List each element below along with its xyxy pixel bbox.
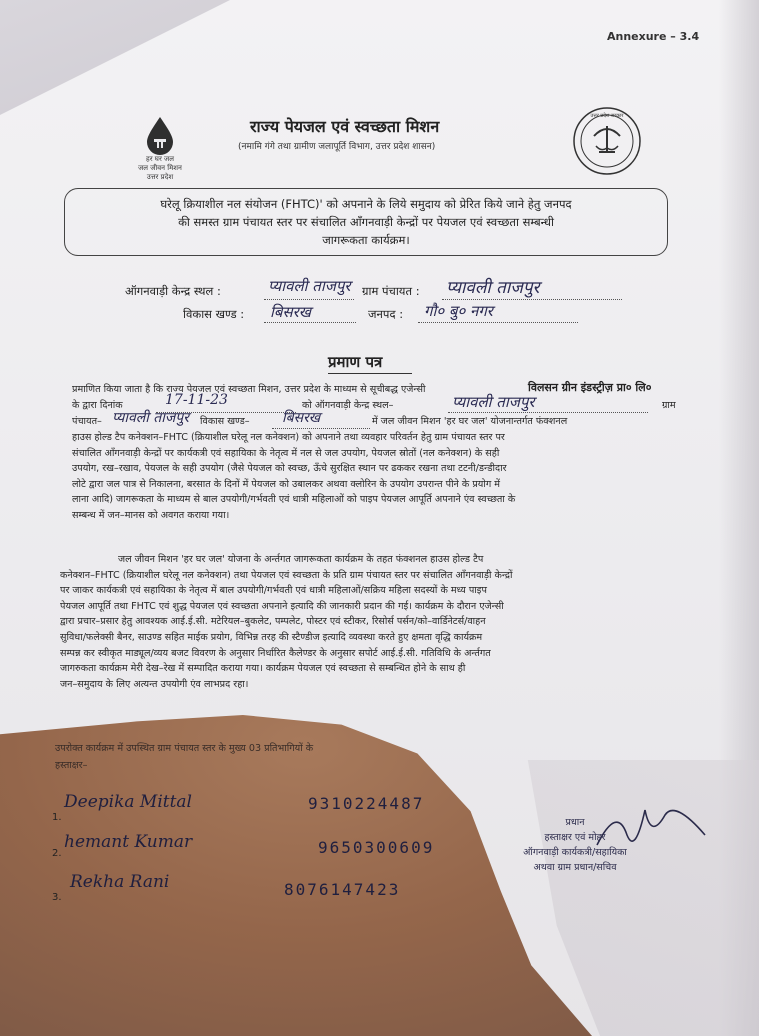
stamp-line: अथवा ग्राम प्रधान/सचिव <box>533 862 617 873</box>
janpad-label: जनपद : <box>368 307 404 321</box>
cert-panchayat-label: पंचायत– <box>72 416 102 427</box>
certificate-title-underline <box>328 372 412 374</box>
logo-caption-line: जल जीवन मिशन <box>138 164 182 172</box>
handwritten-signature-icon <box>592 800 712 860</box>
cert-line-3: में जल जीवन मिशन 'हर घर जल' योजनान्तर्गत फंक्शनल <box>372 416 568 427</box>
cert-gram-label: ग्राम <box>662 400 676 411</box>
signature-phone: 8076147423 <box>284 880 401 899</box>
signature-name: hemant Kumar <box>64 832 193 852</box>
cert-date-label: के द्वारा दिनांक <box>72 400 123 411</box>
cert-line: उपयोग, रख–रखाव, पेयजल के सही उपयोग (जैसे पेयजल को स्वच्छ, ऊँचे सुरक्षित स्थान पर ढककर रखना तथा टटनी/डन्डीदार <box>72 463 507 475</box>
signatures-intro <box>55 740 415 774</box>
cert-line: द्वारा प्रचार–प्रसार हेतु आवश्यक आई.ई.सी. मटेरियल–बुकलेट, पम्पलेट, पोस्टर एवं स्टीकर, रिसोर्स पर्सन/को–वार्डिनेटर्स/वाहन <box>60 616 486 628</box>
vikas-khand-value: बिसरख <box>270 303 311 321</box>
sthal-value: प्यावली ताजपुर <box>452 393 535 411</box>
program-banner <box>64 188 668 256</box>
water-drop-logo-icon <box>140 115 180 155</box>
cert-line: पेयजल आपूर्ति तथा FHTC एवं शुद्ध पेयजल एवं स्वच्छता अपनाने इत्यादि की जानकारी प्रदान की गई। कार्यक्रम के दौरान एजेन्सी <box>60 600 504 612</box>
banner-line: घरेलू क्रियाशील नल संयोजन (FHTC)' को अपनाने के लिये समुदाय को प्रेरित किये जाने हेतु जनपद <box>160 197 572 211</box>
cert-line: सम्पन्न कर स्वीकृत माड्यूल/व्यय बजट विवरण के अनुसार निर्धारित कैलेण्डर के अनुसार सपोर्ट आई.ई.सी. गतिविधि के अर्न्तगत <box>60 647 491 659</box>
stamp-line: हस्ताक्षर एवं मोहर <box>544 832 606 843</box>
cert-sthal-label: को ऑगनवाड़ी केन्द्र स्थल– <box>302 400 394 411</box>
cert-khand-label: विकास खण्ड– <box>200 416 250 427</box>
cert-line: पर जाकर कार्यकत्री एवं सहायिका के नेतृत्व में बाल उपयोगी/गर्भवती एवं धात्री महिलाओं/सक्रिय महिला सदस्यों के मध्य पाइप <box>60 585 487 597</box>
mission-title: राज्य पेयजल एवं स्वच्छता मिशन <box>250 117 440 136</box>
signature-phone: 9650300609 <box>318 838 435 857</box>
cert-line: सम्बन्ध में जन–मानस को अवगत कराया गया। <box>72 509 230 521</box>
seal-text: उत्तर प्रदेश सरकार <box>590 113 624 119</box>
cert-line: लोटे द्वारा जल पात्र से निकालना, बरसात के दिनों में पेयजल को उबालकर अथवा क्लोरिन के उपयोग उपरान्त पीने के प्रयोग में <box>72 478 501 490</box>
panchayat-value: प्यावली ताजपुर <box>112 410 189 426</box>
aanganwadi-label: ऑगनवाड़ी केन्द्र स्थल : <box>125 284 221 298</box>
annexure-label: Annexure – 3.4 <box>607 30 700 43</box>
signature-name: Deepika Mittal <box>64 792 192 812</box>
signature-name: Rekha Rani <box>70 872 170 892</box>
logo-caption-line: हर घर जल <box>146 155 174 163</box>
signature-phone: 9310224487 <box>308 794 425 813</box>
cert-line: संचालित आँगनवाड़ी केन्द्रों पर कार्यकत्री एवं सहायिका के नेतृत्व में नल से जल उपयोग, पेयजल स्रोतों (नल कनेक्शन) के सही <box>72 447 500 459</box>
cert-line: जागरुकता कार्यक्रम मेरी देख–रेख में सम्पादित कराया गया। कार्यक्रम पेयजल एवं स्वच्छता से सम्बन्धित होने के साथ ही <box>60 663 466 675</box>
signature-index: 1. <box>52 812 62 823</box>
government-seal-icon <box>572 106 642 176</box>
cert-paragraph-1 <box>72 430 686 524</box>
logo-caption <box>128 155 192 182</box>
cert-paragraph-2 <box>60 552 690 692</box>
aanganwadi-value: प्यावली ताजपुर <box>268 277 351 295</box>
cert-line: सुविधा/फलेक्सी बैनर, साउण्ड सहित माईक प्रयोग, विभिन्न तरह की स्टैण्डीज इत्यादि व्यवस्था करते हुए क्षमता वृद्धि कार्यक्रम <box>60 631 483 643</box>
logo-caption-line: उत्तर प्रदेश <box>146 173 174 181</box>
signatures-intro-line: उपरोक्त कार्यक्रम में उपस्थित ग्राम पंचायत स्तर के मुख्य 03 प्रतिभागियों के <box>55 743 314 754</box>
banner-line: की समस्त ग्राम पंचायत स्तर पर संचालित आँगनवाड़ी केन्द्रों पर पेयजल एवं स्वच्छता सम्बन्धी <box>178 215 554 229</box>
cert-line: जल जीवन मिशन 'हर घर जल' योजना के अर्न्तगत जागरूकता कार्यक्रम के तहत फंक्शनल हाउस होल्ड टैप <box>118 554 484 565</box>
vikas-khand-label: विकास खण्ड : <box>183 307 245 321</box>
cert-line: हाउस होल्ड टैप कनेक्शन–FHTC (क्रियाशील घरेलू नल कनेक्शन) को अपनाने तथा व्यवहार परिवर्तन हेतु ग्राम पंचायत स्तर पर <box>72 432 505 443</box>
banner-line: जागरूकता कार्यक्रम। <box>322 233 410 247</box>
cert-line: लाना आदि) जागरूकता के माध्यम से बाल उपयोगी/गर्भवती एवं धात्री महिलाओं को पाइप पेयजल आपूर्ति अपनाने एंव स्वच्छता के <box>72 494 516 506</box>
cert-line: जन–समुदाय के लिए अत्यन्त उपयोगी एंव लाभप्रद रहा। <box>60 678 249 690</box>
janpad-value: गौ० बु० नगर <box>424 302 493 320</box>
stamp-line: प्रधान <box>565 817 585 828</box>
signatures-intro-line: हस्ताक्षर– <box>55 760 88 771</box>
stamp-line: ऑगनवाड़ी कार्यकत्री/सहायिका <box>523 847 627 858</box>
program-date: 17-11-23 <box>165 392 228 408</box>
agency-name: विलसन ग्रीन इंडस्ट्रीज़ प्रा० लि० <box>528 381 652 394</box>
gram-panchayat-value: प्यावली ताजपुर <box>446 278 540 298</box>
cert-line-1: प्रमाणित किया जाता है कि राज्य पेयजल एवं स्वच्छता मिशन, उत्तर प्रदेश के माध्यम से सूचीबद्ध एजेन्सी <box>72 384 426 395</box>
cert-line: कनेक्शन–FHTC (क्रियाशील घरेलू नल कनेक्शन) तथा पेयजल एवं स्वच्छता के प्रति ग्राम पंचायत स्तर पर संचालित आँगनवाड़ी केन्द्रों <box>60 569 513 581</box>
signature-index: 3. <box>52 892 62 903</box>
khand-value: बिसरख <box>282 410 321 426</box>
gram-panchayat-label: ग्राम पंचायत : <box>362 284 420 298</box>
mission-subtitle: (नमामि गंगे तथा ग्रामीण जलापूर्ति विभाग, उत्तर प्रदेश शासन) <box>238 142 436 152</box>
signature-index: 2. <box>52 848 62 859</box>
certificate-title: प्रमाण पत्र <box>328 353 383 371</box>
